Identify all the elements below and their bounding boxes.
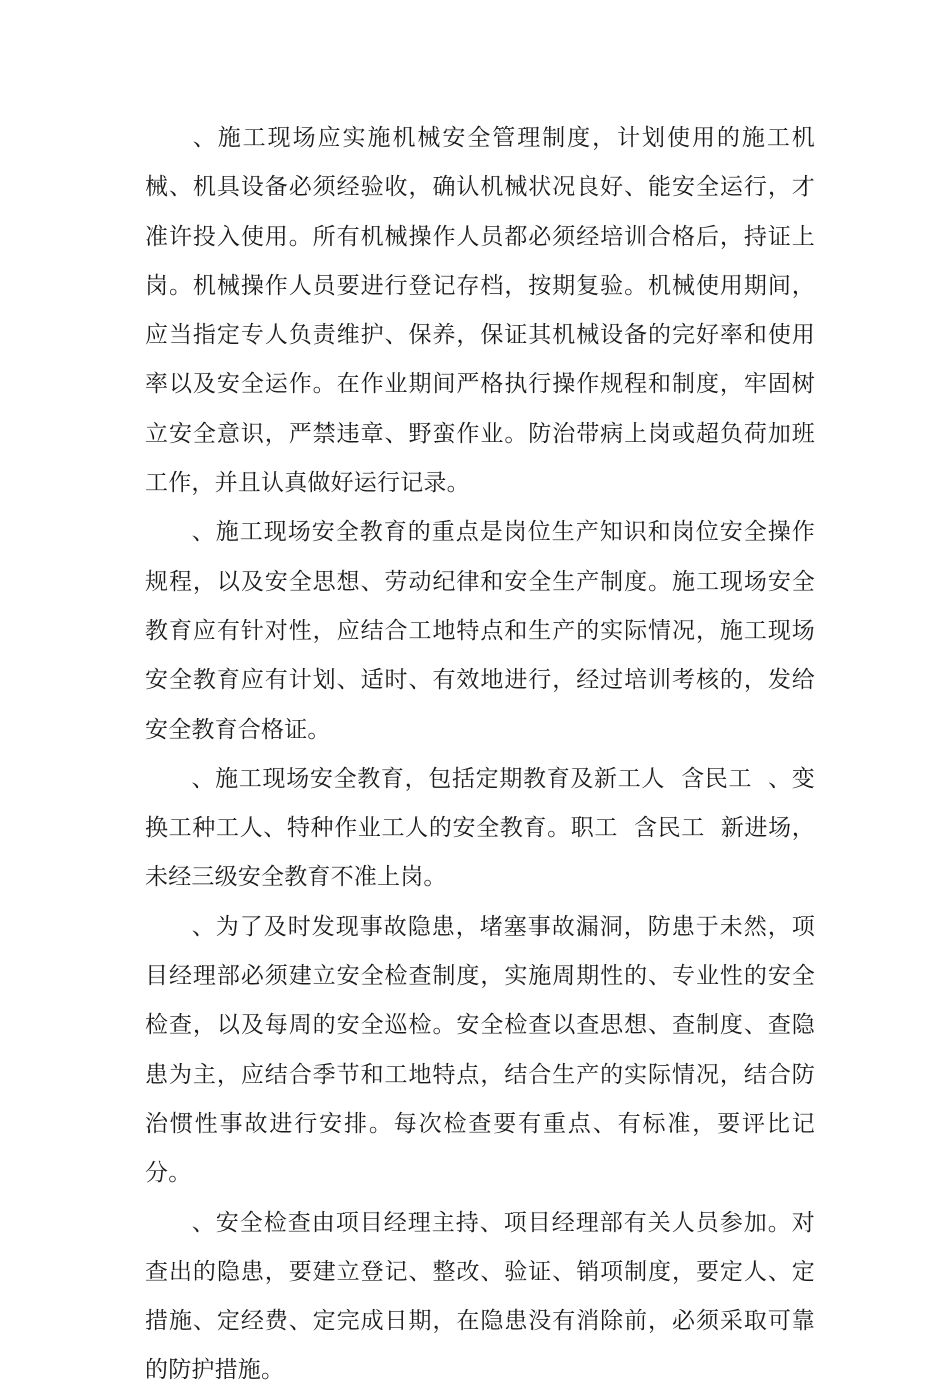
- paragraph-text: 、施工现场安全教育，包括定期教育及新工人 含民工 、变换工种工人、特种作业工人的安全教育。职工 含民工 新进场，未经三级安全教育不准上岗。: [145, 765, 815, 891]
- paragraph-machinery-safety: [145, 114, 815, 508]
- paragraph-text: 、安全检查由项目经理主持、项目经理部有关人员参加。对查出的隐患，要建立登记、整改、验证、销项制度，要定人、定措施、定经费、定完成日期，在隐患没有消除前，必须采取可靠的防护措施。: [145, 1209, 815, 1384]
- paragraph-text: 、施工现场安全教育的重点是岗位生产知识和岗位安全操作规程，以及安全思想、劳动纪律和安全生产制度。施工现场安全教育应有针对性，应结合工地特点和生产的实际情况，施工现场安全教育应有计划、适时、有效地进行，经过培训考核的，发给安全教育合格证。: [145, 519, 815, 743]
- paragraph-site-safety-education-scope: [145, 755, 815, 903]
- paragraph-text: 、为了及时发现事故隐患，堵塞事故漏洞，防患于未然，项目经理部必须建立安全检查制度，实施周期性的、专业性的安全检查，以及每周的安全巡检。安全检查以查思想、查制度、查隐患为主，应结合季节和工地特点，结合生产的实际情况，结合防治惯性事故进行安排。每次检查要有重点、有标准，要评比记分。: [145, 913, 815, 1187]
- paragraph-safety-inspection-hazards: [145, 1199, 815, 1396]
- paragraph-safety-inspection-system: [145, 903, 815, 1199]
- paragraph-text: 、施工现场应实施机械安全管理制度，计划使用的施工机械、机具设备必须经验收，确认机械状况良好、能安全运行，才准许投入使用。所有机械操作人员都必须经培训合格后，持证上岗。机械操作人员要进行登记存档，按期复验。机械使用期间，应当指定专人负责维护、保养，保证其机械设备的完好率和使用率以及安全运作。在作业期间严格执行操作规程和制度，牢固树立安全意识，严禁违章、野蛮作业。防治带病上岗或超负荷加班工作，并且认真做好运行记录。: [145, 125, 815, 497]
- document-body: [145, 114, 815, 1396]
- paragraph-site-safety-education-focus: [145, 508, 815, 754]
